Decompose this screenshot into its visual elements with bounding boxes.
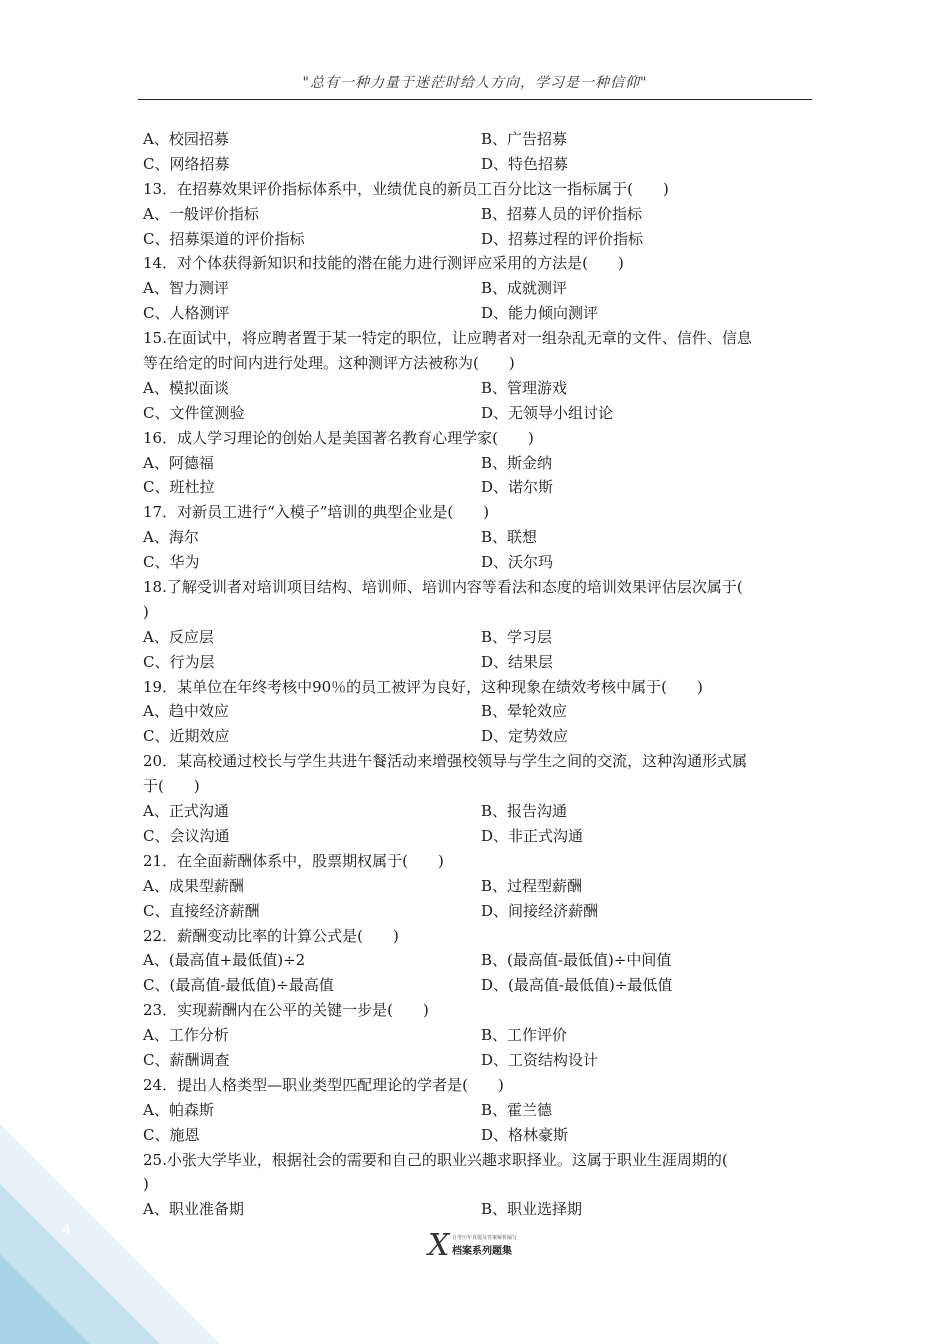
option-right: D、定势效应 (481, 727, 569, 746)
header-motto: "总有一种力量于迷茫时给人方向，学习是一种信仰" (302, 75, 648, 91)
option-row (143, 127, 811, 152)
logo-mark: X (428, 1228, 450, 1263)
question-line: 25.小张大学毕业，根据社会的需要和自己的职业兴趣求职择业。这属于职业生涯周期的( (143, 1150, 728, 1169)
option-left: A、职业准备期 (143, 1200, 244, 1219)
option-row (143, 650, 811, 675)
option-row (143, 376, 811, 401)
option-right: B、管理游戏 (481, 378, 568, 397)
option-right: B、晕轮效应 (481, 702, 568, 721)
option-row (143, 874, 811, 899)
question-line: ) (143, 602, 149, 621)
option-left: C、网络招募 (143, 154, 230, 173)
option-row (143, 451, 811, 476)
option-left: C、会议沟通 (143, 826, 230, 845)
option-left: A、工作分析 (143, 1026, 229, 1045)
option-right: B、广告招募 (481, 130, 568, 148)
option-row (143, 1197, 811, 1222)
option-right: D、格林豪斯 (481, 1125, 569, 1144)
option-right: B、工作评价 (481, 1026, 568, 1045)
option-left: C、文件筐测验 (143, 403, 245, 422)
option-right: D、间接经济薪酬 (481, 901, 599, 920)
option-left: C、直接经济薪酬 (143, 901, 260, 920)
option-right: D、招募过程的评价指标 (481, 229, 644, 248)
option-right: B、成就测评 (481, 279, 568, 298)
question-line: 20．某高校通过校长与学生共进午餐活动来增强校领导与学生之间的交流，这种沟通形式属 (143, 752, 748, 771)
option-left: A、正式沟通 (143, 802, 229, 821)
logo-brand: 档案系列题集 (452, 1246, 512, 1257)
option-right: B、招募人员的评价指标 (481, 204, 643, 223)
option-right: D、能力倾向测评 (481, 304, 599, 323)
question-line: 13．在招募效果评价指标体系中，业绩优良的新员工百分比这一指标属于( ) (143, 179, 669, 198)
question-line: 19．某单位在年终考核中90％的员工被评为良好，这种现象在绩效考核中属于( ) (143, 677, 703, 696)
option-right: B、斯金纳 (481, 453, 553, 472)
option-row (143, 824, 811, 849)
option-row (143, 475, 811, 500)
question-line: 等在给定的时间内进行处理。这种测评方法被称为( ) (143, 354, 515, 373)
option-right: D、非正式沟通 (481, 826, 584, 845)
option-left: A、趋中效应 (143, 702, 229, 721)
question-line: ) (143, 1175, 149, 1194)
option-row (143, 948, 811, 973)
option-right: D、沃尔玛 (481, 553, 554, 572)
option-row (143, 550, 811, 575)
option-left: A、模拟面谈 (143, 378, 229, 397)
footer-logo (428, 1228, 538, 1264)
question-line: 16．成人学习理论的创始人是美国著名教育心理学家( ) (143, 428, 534, 447)
option-left: A、帕森斯 (143, 1100, 214, 1119)
option-left: A、反应层 (143, 627, 214, 646)
question-line: 22．薪酬变动比率的计算公式是( ) (143, 926, 399, 945)
option-right: D、特色招募 (481, 154, 569, 173)
question-line: 15.在面试中，将应聘者置于某一特定的职位，让应聘者对一组杂乱无章的文件、信件、信息 (143, 329, 752, 348)
option-right: D、工资结构设计 (481, 1050, 599, 1069)
option-row (143, 1123, 811, 1148)
option-row (143, 1048, 811, 1073)
question-line: 18.了解受训者对培训项目结构、培训师、培训内容等看法和态度的培训效果评估层次属于( (143, 578, 743, 597)
option-row (143, 227, 811, 252)
question-line: 14．对个体获得新知识和技能的潜在能力进行测评应采用的方法是( ) (143, 254, 624, 273)
option-left: A、成果型薪酬 (143, 876, 244, 895)
question-line: 24．提出人格类型—职业类型匹配理论的学者是( ) (143, 1075, 504, 1094)
question-line: 23．实现薪酬内在公平的关键一步是( ) (143, 1001, 429, 1020)
option-left: A、海尔 (143, 528, 199, 547)
page-number: 4 (62, 1222, 71, 1238)
logo-subtitle: 自考历年真题及答案解析编写 (452, 1235, 518, 1241)
question-line: 17．对新员工进行“入模子”培训的典型企业是( ) (143, 503, 490, 522)
option-right: D、(最高值-最低值)÷最低值 (481, 976, 673, 995)
option-row (143, 973, 811, 998)
option-row (143, 899, 811, 924)
option-right: B、职业选择期 (481, 1200, 583, 1219)
option-row (143, 301, 811, 326)
option-right: D、无领导小组讨论 (481, 403, 614, 422)
option-left: C、施恩 (143, 1125, 200, 1144)
question-line: 21．在全面薪酬体系中，股票期权属于( ) (143, 851, 444, 870)
option-left: A、一般评价指标 (143, 204, 259, 223)
option-left: C、薪酬调查 (143, 1050, 230, 1069)
option-left: C、近期效应 (143, 727, 230, 746)
option-left: C、人格测评 (143, 304, 230, 323)
option-left: C、行为层 (143, 652, 215, 671)
option-row (143, 699, 811, 724)
option-right: D、结果层 (481, 652, 554, 671)
option-row (143, 525, 811, 550)
option-row (143, 401, 811, 426)
option-row (143, 202, 811, 227)
option-left: C、班杜拉 (143, 478, 215, 497)
option-row (143, 1023, 811, 1048)
option-left: C、(最高值-最低值)÷最高值 (143, 976, 334, 995)
option-row (143, 1098, 811, 1123)
question-line: 于( ) (143, 777, 200, 796)
option-row (143, 724, 811, 749)
option-left: A、(最高值+最低值)÷2 (143, 951, 306, 970)
option-row (143, 276, 811, 301)
question-content (143, 127, 811, 1222)
option-left: C、招募渠道的评价指标 (143, 229, 305, 248)
option-left: A、校园招募 (143, 130, 229, 148)
option-row (143, 625, 811, 650)
option-right: B、(最高值-最低值)÷中间值 (481, 951, 672, 970)
option-right: B、霍兰德 (481, 1100, 553, 1119)
option-right: B、学习层 (481, 627, 553, 646)
option-row (143, 799, 811, 824)
option-right: B、过程型薪酬 (481, 876, 583, 895)
option-row (143, 152, 811, 177)
option-left: A、智力测评 (143, 279, 229, 298)
option-left: C、华为 (143, 553, 200, 572)
option-right: D、诺尔斯 (481, 478, 554, 497)
option-left: A、阿德福 (143, 453, 214, 472)
header-divider (138, 99, 812, 100)
option-right: B、报告沟通 (481, 802, 568, 821)
option-right: B、联想 (481, 528, 538, 547)
